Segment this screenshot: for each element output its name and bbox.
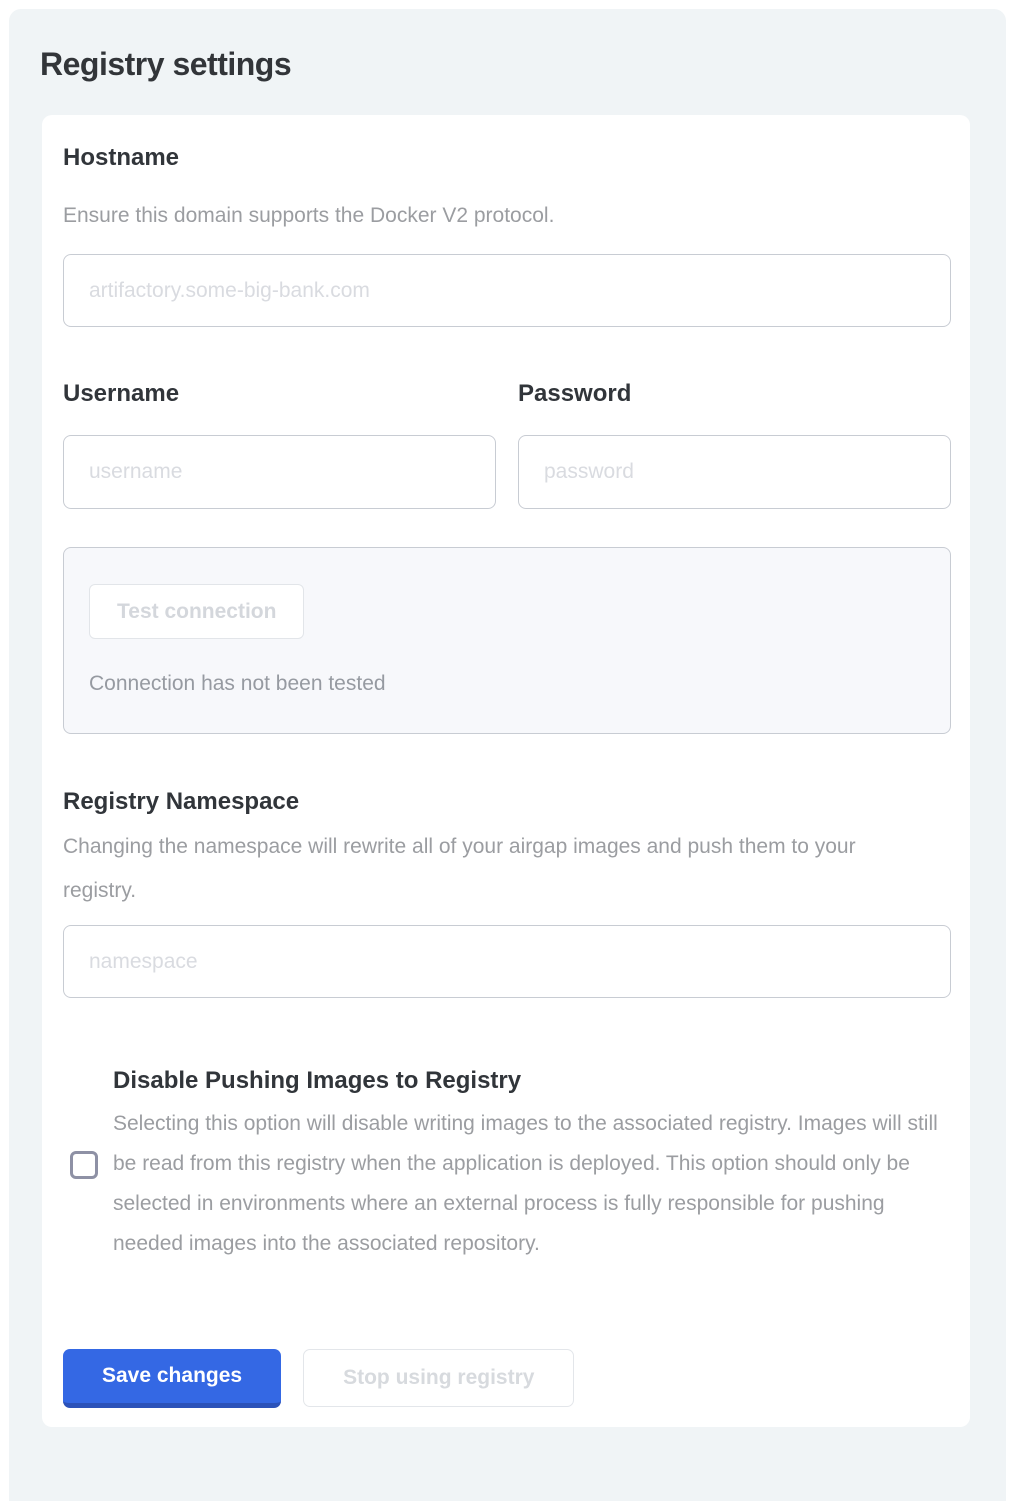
- connection-status-text: Connection has not been tested: [89, 672, 386, 695]
- password-label: Password: [518, 380, 632, 407]
- disable-pushing-label: Disable Pushing Images to Registry: [113, 1067, 522, 1094]
- credentials-row: [63, 379, 951, 509]
- username-field-group: [63, 379, 496, 509]
- password-field-group: [518, 379, 951, 509]
- save-changes-button[interactable]: Save changes: [63, 1349, 281, 1408]
- hostname-label: Hostname: [63, 144, 180, 171]
- stop-using-registry-button[interactable]: Stop using registry: [303, 1349, 574, 1407]
- disable-pushing-checkbox[interactable]: [70, 1151, 98, 1179]
- namespace-input[interactable]: [63, 925, 951, 998]
- disable-pushing-description: Selecting this option will disable writing images to the associated registry. Images will still be read from this registry when the application is deployed. This option should only be selected in environments where an external process is fully responsible for pushing needed images into the associated repository.: [113, 1112, 938, 1255]
- hostname-input[interactable]: [63, 254, 951, 327]
- username-label: Username: [63, 380, 180, 407]
- namespace-help-text: Changing the namespace will rewrite all of your airgap images and push them to your registry.: [63, 835, 856, 902]
- form-actions: [63, 1349, 951, 1408]
- password-input[interactable]: [518, 435, 951, 509]
- username-input[interactable]: [63, 435, 496, 509]
- page-title: Registry settings: [40, 46, 292, 82]
- registry-settings-card: [42, 115, 970, 1427]
- test-connection-panel: [63, 547, 951, 734]
- namespace-label: Registry Namespace: [63, 788, 300, 815]
- hostname-help-text: Ensure this domain supports the Docker V2 protocol.: [63, 204, 555, 227]
- test-connection-button[interactable]: Test connection: [89, 584, 304, 639]
- disable-pushing-row: [63, 1066, 951, 1264]
- page-background: [9, 9, 1006, 1501]
- disable-pushing-content: [113, 1066, 951, 1264]
